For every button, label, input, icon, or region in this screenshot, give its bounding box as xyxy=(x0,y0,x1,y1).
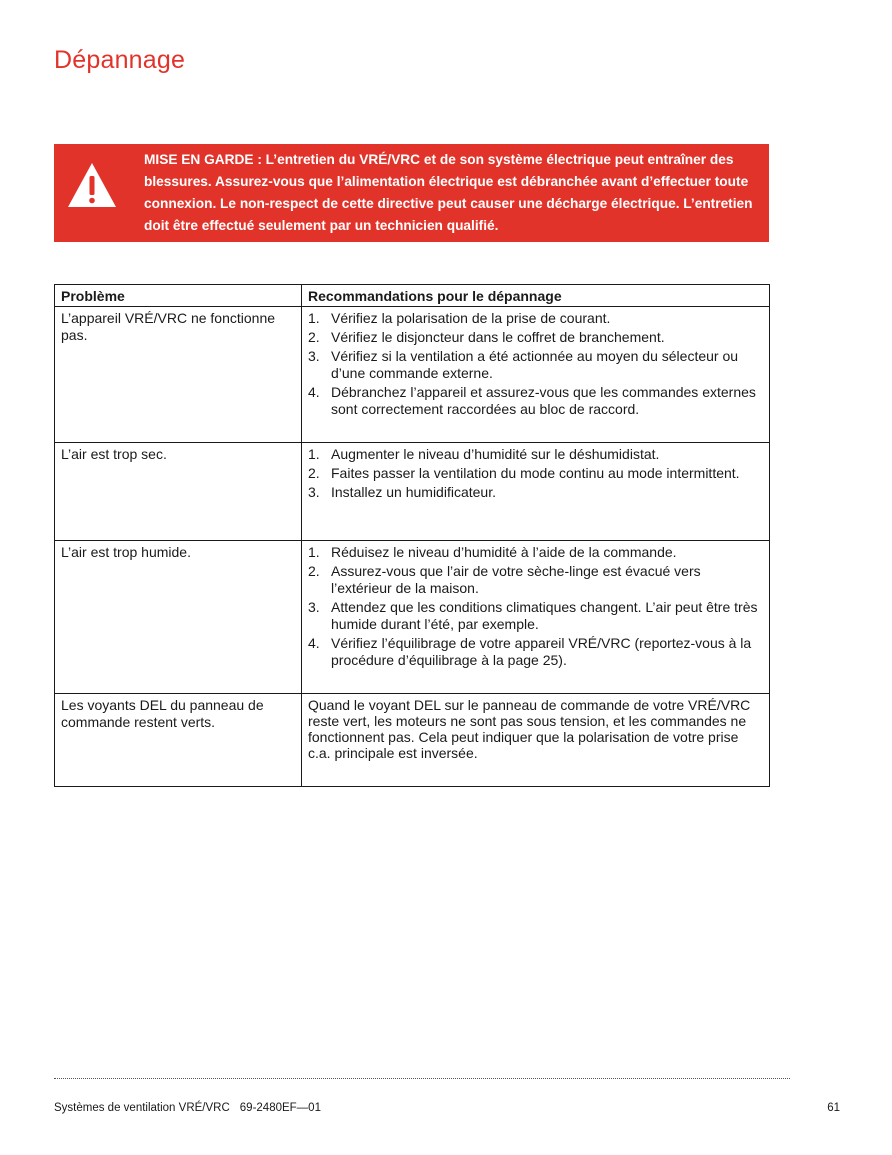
recommendation-list xyxy=(308,310,763,418)
recommendation-list xyxy=(308,446,763,501)
item-text: Vérifiez l’équilibrage de votre appareil VRÉ/VRC (reportez-vous à la procédure d’équilibrage à la page 25). xyxy=(331,635,752,668)
warning-banner xyxy=(54,144,769,242)
recommendation-list xyxy=(308,544,763,669)
item-text: Vérifiez le disjoncteur dans le coffret de branchement. xyxy=(331,329,665,345)
item-text: Réduisez le niveau d’humidité à l’aide de la commande. xyxy=(331,544,677,560)
item-text: Vérifiez la polarisation de la prise de courant. xyxy=(331,310,611,326)
list-item xyxy=(308,635,763,669)
item-text: Vérifiez si la ventilation a été actionnée au moyen du sélecteur ou d’une commande externe. xyxy=(331,348,739,381)
item-text: Augmenter le niveau d’humidité sur le déshumidistat. xyxy=(331,446,660,462)
item-number: 3. xyxy=(308,484,320,500)
list-item xyxy=(308,484,763,501)
item-text: Installez un humidificateur. xyxy=(331,484,496,500)
problem-cell: L’appareil VRÉ/VRC ne fonctionne pas. xyxy=(55,307,302,443)
problem-cell: L’air est trop sec. xyxy=(55,443,302,541)
footer-page-number: 61 xyxy=(827,1102,840,1114)
item-number: 3. xyxy=(308,348,320,364)
table-row xyxy=(55,443,770,541)
footer-divider xyxy=(54,1078,790,1079)
table-row xyxy=(55,541,770,694)
recommendation-cell xyxy=(302,541,770,694)
item-number: 1. xyxy=(308,310,320,326)
item-number: 2. xyxy=(308,563,320,579)
item-number: 1. xyxy=(308,446,320,462)
list-item xyxy=(308,563,763,597)
item-number: 3. xyxy=(308,599,320,615)
footer-doc-number: 69-2480EF—01 xyxy=(239,1102,321,1114)
list-item xyxy=(308,384,763,418)
footer-doc-title: Systèmes de ventilation VRÉ/VRC xyxy=(54,1102,230,1114)
page-title: Dépannage xyxy=(54,46,186,74)
item-text: Débranchez l’appareil et assurez-vous que les commandes externes sont correctement raccordées au bloc de raccord. xyxy=(331,384,756,417)
item-number: 2. xyxy=(308,465,320,481)
header-recommendations: Recommandations pour le dépannage xyxy=(302,285,770,307)
problem-cell: Les voyants DEL du panneau de commande restent verts. xyxy=(55,694,302,787)
recommendation-cell xyxy=(302,307,770,443)
recommendation-text: Quand le voyant DEL sur le panneau de commande de votre VRÉ/VRC reste vert, les moteurs ne sont pas sous tension, et les commandes ne fonctionnent pas. Cela peut indiquer que la polarisation de votre prise c.a. principale est inversée. xyxy=(308,697,751,761)
table-row xyxy=(55,694,770,787)
recommendation-cell xyxy=(302,443,770,541)
item-text: Faites passer la ventilation du mode continu au mode intermittent. xyxy=(331,465,740,481)
list-item xyxy=(308,465,763,482)
list-item xyxy=(308,310,763,327)
warning-triangle-icon xyxy=(66,161,118,209)
table-row xyxy=(55,307,770,443)
table-header-row xyxy=(55,285,770,307)
item-number: 1. xyxy=(308,544,320,560)
list-item xyxy=(308,348,763,382)
item-number: 4. xyxy=(308,384,320,400)
recommendation-cell xyxy=(302,694,770,787)
list-item xyxy=(308,329,763,346)
item-text: Assurez-vous que l’air de votre sèche-linge est évacué vers l’extérieur de la maison. xyxy=(331,563,701,596)
troubleshooting-table xyxy=(54,284,770,787)
warning-text: MISE EN GARDE : L’entretien du VRÉ/VRC et de son système électrique peut entraîner des blessures. Assurez-vous que l’alimentation électrique est débranchée avant d’effectuer toute connexion. Le non-respect de cette directive peut causer une décharge électrique. L’entretien doit être effectué seulement par un technicien qualifié. xyxy=(144,152,753,233)
footer-document-info xyxy=(54,1102,321,1114)
list-item xyxy=(308,446,763,463)
list-item xyxy=(308,544,763,561)
problem-cell: L’air est trop humide. xyxy=(55,541,302,694)
list-item xyxy=(308,599,763,633)
item-number: 4. xyxy=(308,635,320,651)
item-text: Attendez que les conditions climatiques changent. L’air peut être très humide durant l’été, par exemple. xyxy=(331,599,758,632)
item-number: 2. xyxy=(308,329,320,345)
header-problem: Problème xyxy=(55,285,302,307)
